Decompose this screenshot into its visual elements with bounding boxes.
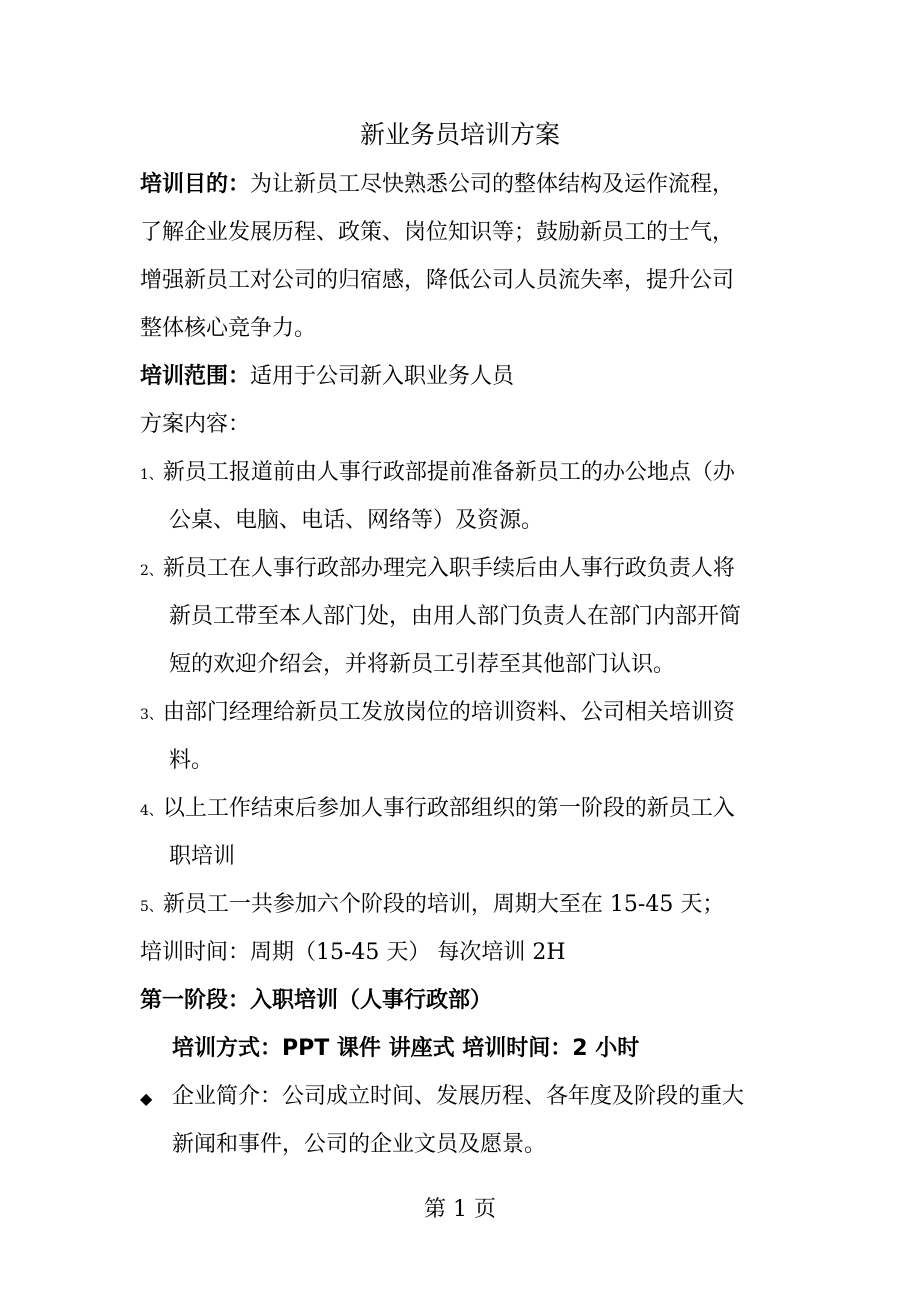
- page-title: 新业务员培训方案: [359, 120, 560, 149]
- item-text-cont: 公桌、电脑、电话、网络等）及资源。: [169, 508, 544, 533]
- purpose-text-1: 为让新员工尽快熟悉公司的整体结构及运作流程，: [250, 172, 735, 197]
- training-time: 培训时间：周期（15-45 天） 每次培训 2H: [140, 940, 566, 965]
- purpose-label: 培训目的：: [140, 172, 251, 197]
- item-number: 4、: [140, 803, 163, 819]
- list-item-3: [140, 698, 735, 730]
- item-number: 3、: [140, 707, 163, 723]
- item-text: 由部门经理给新员工发放岗位的培训资料、公司相关培训资: [162, 700, 735, 725]
- scope-label: 培训范围：: [140, 364, 251, 389]
- item-text: 以上工作结束后参加人事行政部组织的第一阶段的新员工入: [162, 796, 735, 821]
- stage1-bullet-text-1: 企业简介：公司成立时间、发展历程、各年度及阶段的重大: [172, 1084, 745, 1109]
- item-text-cont: 料。: [169, 748, 214, 773]
- item-text-cont: 职培训: [169, 844, 236, 869]
- item-text: 新员工在人事行政部办理完入职手续后由人事行政负责人将: [162, 556, 735, 581]
- purpose-text-4: 整体核心竞争力。: [140, 316, 317, 341]
- item-text-cont: 新员工带至本人部门处，由用人部门负责人在部门内部开简: [169, 604, 742, 629]
- page-number: 第 1 页: [424, 1197, 496, 1222]
- item-text-cont: 短的欢迎介绍会，并将新员工引荐至其他部门认识。: [169, 652, 676, 677]
- item-number: 1、: [140, 467, 163, 483]
- stage1-bullet-text-2: 新闻和事件，公司的企业文员及愿景。: [172, 1132, 547, 1157]
- list-item-1: [140, 458, 735, 490]
- item-text: 新员工报道前由人事行政部提前准备新员工的办公地点（办: [162, 460, 735, 485]
- stage1-method: 培训方式：PPT 课件 讲座式 培训时间：2 小时: [172, 1036, 640, 1061]
- list-item-4: [140, 794, 735, 826]
- scope-line: [140, 362, 514, 392]
- item-number: 2、: [140, 563, 163, 579]
- diamond-bullet-icon: ◆: [140, 1089, 153, 1108]
- list-item-2: [140, 554, 735, 586]
- purpose-text-2: 了解企业发展历程、政策、岗位知识等；鼓励新员工的士气，: [140, 220, 735, 245]
- scope-text: 适用于公司新入职业务人员: [250, 364, 515, 389]
- item-number: 5、: [140, 899, 163, 915]
- list-item-5: [140, 890, 724, 922]
- purpose-line-1: [140, 170, 734, 200]
- item-text: 新员工一共参加六个阶段的培训，周期大至在 15-45 天；: [162, 892, 725, 917]
- content-heading: 方案内容：: [140, 412, 251, 437]
- stage1-heading: 第一阶段：入职培训（人事行政部）: [140, 988, 493, 1013]
- purpose-text-3: 增强新员工对公司的归宿感，降低公司人员流失率，提升公司: [140, 268, 735, 293]
